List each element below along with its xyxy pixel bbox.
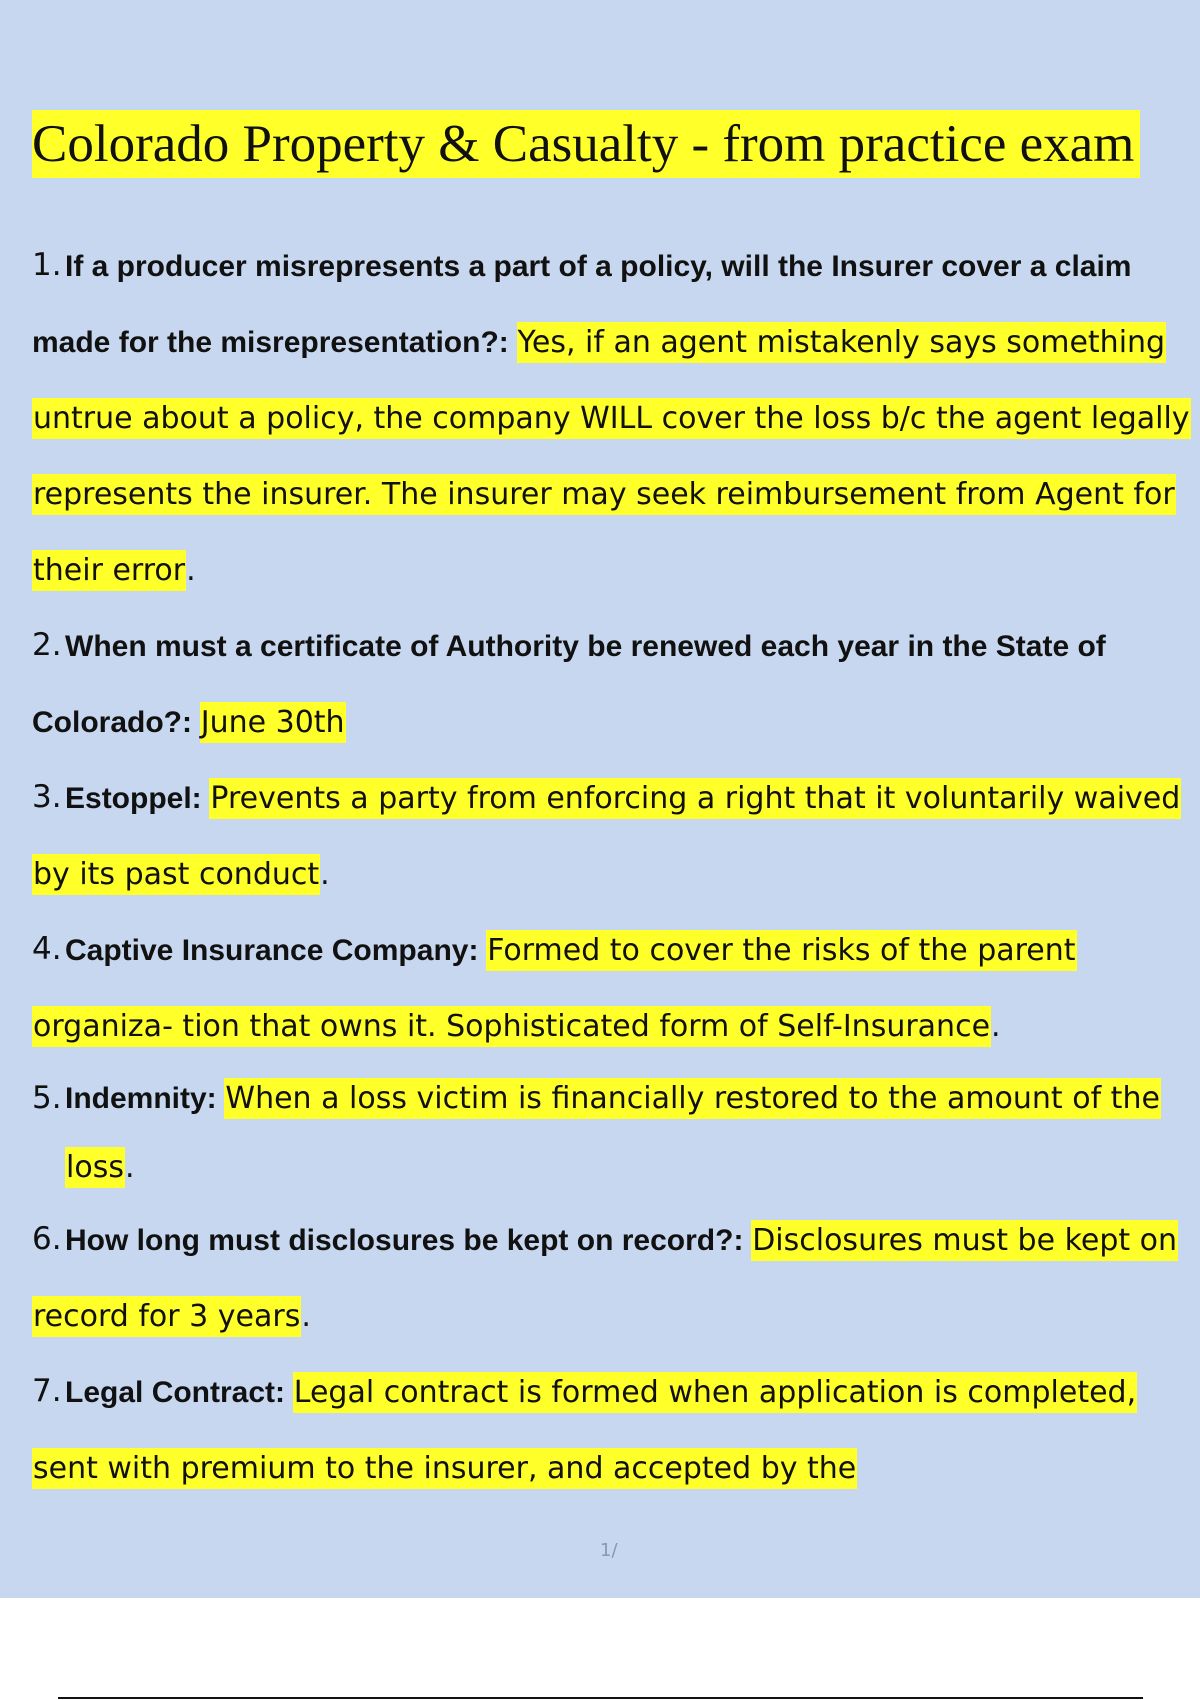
question-text: Legal Contract:: [65, 1376, 286, 1409]
answer-end: .: [320, 857, 330, 892]
item-number: 7.: [32, 1373, 62, 1409]
answer-text: Yes, if an agent mistakenly says something untrue about a policy, the company WILL cover the loss b/c the agent legally represents the insurer. The insurer may seek reimbursement from Agent for their error: [32, 322, 1191, 591]
question-text: When must a certificate of Authority be renewed each year in the State of Colorado?:: [32, 630, 1106, 739]
item-number: 2.: [32, 627, 62, 663]
page-number: 1/: [600, 1540, 618, 1561]
qa-list: [32, 228, 1192, 1506]
list-item: [32, 228, 1192, 608]
item-number: 5.: [32, 1080, 62, 1116]
item-number: 6.: [32, 1221, 62, 1257]
item-number: 1.: [32, 247, 62, 283]
list-item: [32, 608, 1192, 760]
item-number: 3.: [32, 779, 62, 815]
answer-end: .: [186, 553, 196, 588]
list-item: [32, 1202, 1192, 1354]
page-title: Colorado Property & Casualty - from practice exam: [32, 110, 1140, 178]
question-text: Estoppel:: [65, 782, 202, 815]
footer-divider: [58, 1697, 1143, 1699]
answer-end: .: [991, 1009, 1001, 1044]
answer-text: Prevents a party from enforcing a right that it voluntarily waived by its past conduct: [32, 778, 1181, 895]
answer-text: Disclosures must be kept on record for 3 years: [32, 1220, 1178, 1337]
item-number: 4.: [32, 931, 62, 967]
question-text: How long must disclosures be kept on record?:: [65, 1224, 744, 1257]
question-text: Captive Insurance Company:: [65, 934, 479, 967]
list-item: [32, 760, 1192, 912]
answer-text: Legal contract is formed when application is completed, sent with premium to the insurer, and accepted by the: [32, 1372, 1137, 1489]
answer-text: Formed to cover the risks of the parent organiza- tion that owns it. Sophisticated form of Self-Insurance: [32, 930, 1077, 1047]
list-item: [32, 912, 1192, 1064]
answer-text: When a loss victim is financially restored to the amount of the loss: [65, 1078, 1161, 1188]
list-item: [32, 1064, 1192, 1202]
answer-end: .: [301, 1299, 311, 1334]
list-item: [32, 1354, 1192, 1506]
question-text: If a producer misrepresents a part of a policy, will the Insurer cover a claim made for the misrepresentation?:: [32, 250, 1132, 359]
answer-end: .: [124, 1150, 135, 1185]
question-text: Indemnity:: [65, 1082, 217, 1115]
answer-text: June 30th: [200, 702, 346, 743]
